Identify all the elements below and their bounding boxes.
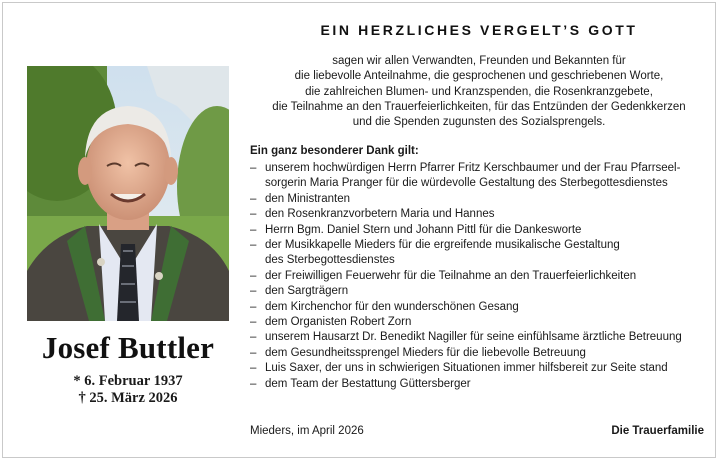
thanks-line: Herrn Bgm. Daniel Stern und Johann Pittl für die Dankesworte bbox=[265, 223, 582, 236]
thanks-item bbox=[250, 269, 710, 284]
dash-bullet: – bbox=[250, 331, 257, 344]
thanks-item bbox=[250, 238, 710, 269]
thanks-item bbox=[250, 161, 710, 192]
thanks-item bbox=[250, 330, 710, 345]
dash-bullet: – bbox=[250, 223, 257, 236]
place-date: Mieders, im April 2026 bbox=[250, 425, 364, 437]
thanks-line: Luis Saxer, der uns in schwierigen Situationen immer hilfsbereit zur Seite stand bbox=[265, 362, 668, 375]
thanks-list bbox=[250, 161, 710, 392]
intro-line: die zahlreichen Blumen- und Kranzspenden, die Rosenkranzgebete, bbox=[305, 85, 653, 98]
portrait-photo bbox=[27, 66, 229, 321]
life-dates bbox=[20, 373, 236, 407]
dash-bullet: – bbox=[250, 192, 257, 205]
thanks-line: unserem hochwürdigen Herrn Pfarrer Fritz Kerschbaumer und der Frau Pfarrseel- bbox=[265, 162, 681, 174]
thanks-item bbox=[250, 207, 710, 222]
thanks-item bbox=[250, 284, 710, 299]
thanks-item bbox=[250, 361, 710, 376]
thanks-line: dem Organisten Robert Zorn bbox=[265, 316, 412, 329]
dash-bullet: – bbox=[250, 377, 257, 390]
intro-paragraph bbox=[246, 54, 712, 130]
thanks-item bbox=[250, 192, 710, 207]
thanks-line: dem Gesundheitssprengel Mieders für die liebevolle Betreuung bbox=[265, 346, 586, 359]
intro-line: sagen wir allen Verwandten, Freunden und Bekannten für bbox=[332, 55, 626, 67]
thanks-line: sorgerin Maria Pranger für die würdevolle Gestaltung des Sterbegottesdienstes bbox=[265, 177, 668, 190]
thanks-line: des Sterbegottesdienstes bbox=[265, 254, 395, 267]
thanks-heading: Ein ganz besonderer Dank gilt: bbox=[250, 145, 419, 157]
dash-bullet: – bbox=[250, 208, 257, 221]
dash-bullet: – bbox=[250, 300, 257, 313]
headline: EIN HERZLICHES VERGELT’S GOTT bbox=[320, 22, 638, 38]
birth-date: * 6. Februar 1937 bbox=[73, 373, 183, 389]
death-date: † 25. März 2026 bbox=[78, 390, 178, 406]
dash-bullet: – bbox=[250, 362, 257, 375]
thanks-item bbox=[250, 315, 710, 330]
dash-bullet: – bbox=[250, 162, 257, 174]
dash-bullet: – bbox=[250, 316, 257, 329]
thanks-item bbox=[250, 377, 710, 392]
thanks-line: den Rosenkranzvorbetern Maria und Hannes bbox=[265, 208, 495, 221]
intro-line: und die Spenden zugunsten des Sozialsprengels. bbox=[352, 116, 606, 129]
deceased-name: Josef Buttler bbox=[41, 330, 215, 365]
family-signature: Die Trauerfamilie bbox=[611, 425, 704, 437]
thanks-item bbox=[250, 346, 710, 361]
thanks-line: den Sargträgern bbox=[265, 285, 349, 298]
intro-line: die liebevolle Anteilnahme, die gesprochenen und geschriebenen Worte, bbox=[294, 70, 664, 83]
thanks-line: dem Team der Bestattung Güttersberger bbox=[265, 377, 471, 390]
thanks-line: den Ministranten bbox=[265, 192, 351, 205]
thanks-item bbox=[250, 300, 710, 315]
intro-line: die Teilnahme an den Trauerfeierlichkeiten, für das Entzünden der Gedenkkerzen bbox=[272, 100, 686, 113]
dash-bullet: – bbox=[250, 269, 257, 282]
dash-bullet: – bbox=[250, 285, 257, 298]
thanks-item bbox=[250, 223, 710, 238]
dash-bullet: – bbox=[250, 346, 257, 359]
thanks-line: dem Kirchenchor für den wunderschönen Gesang bbox=[265, 300, 519, 313]
dash-bullet: – bbox=[250, 239, 257, 252]
thanks-line: der Musikkapelle Mieders für die ergreifende musikalische Gestaltung bbox=[265, 239, 620, 252]
thanks-line: der Freiwilligen Feuerwehr für die Teilnahme an den Trauerfeierlichkeiten bbox=[265, 269, 637, 282]
thanks-line: unserem Hausarzt Dr. Benedikt Nagiller für seine einfühlsame ärztliche Betreuung bbox=[265, 331, 682, 344]
